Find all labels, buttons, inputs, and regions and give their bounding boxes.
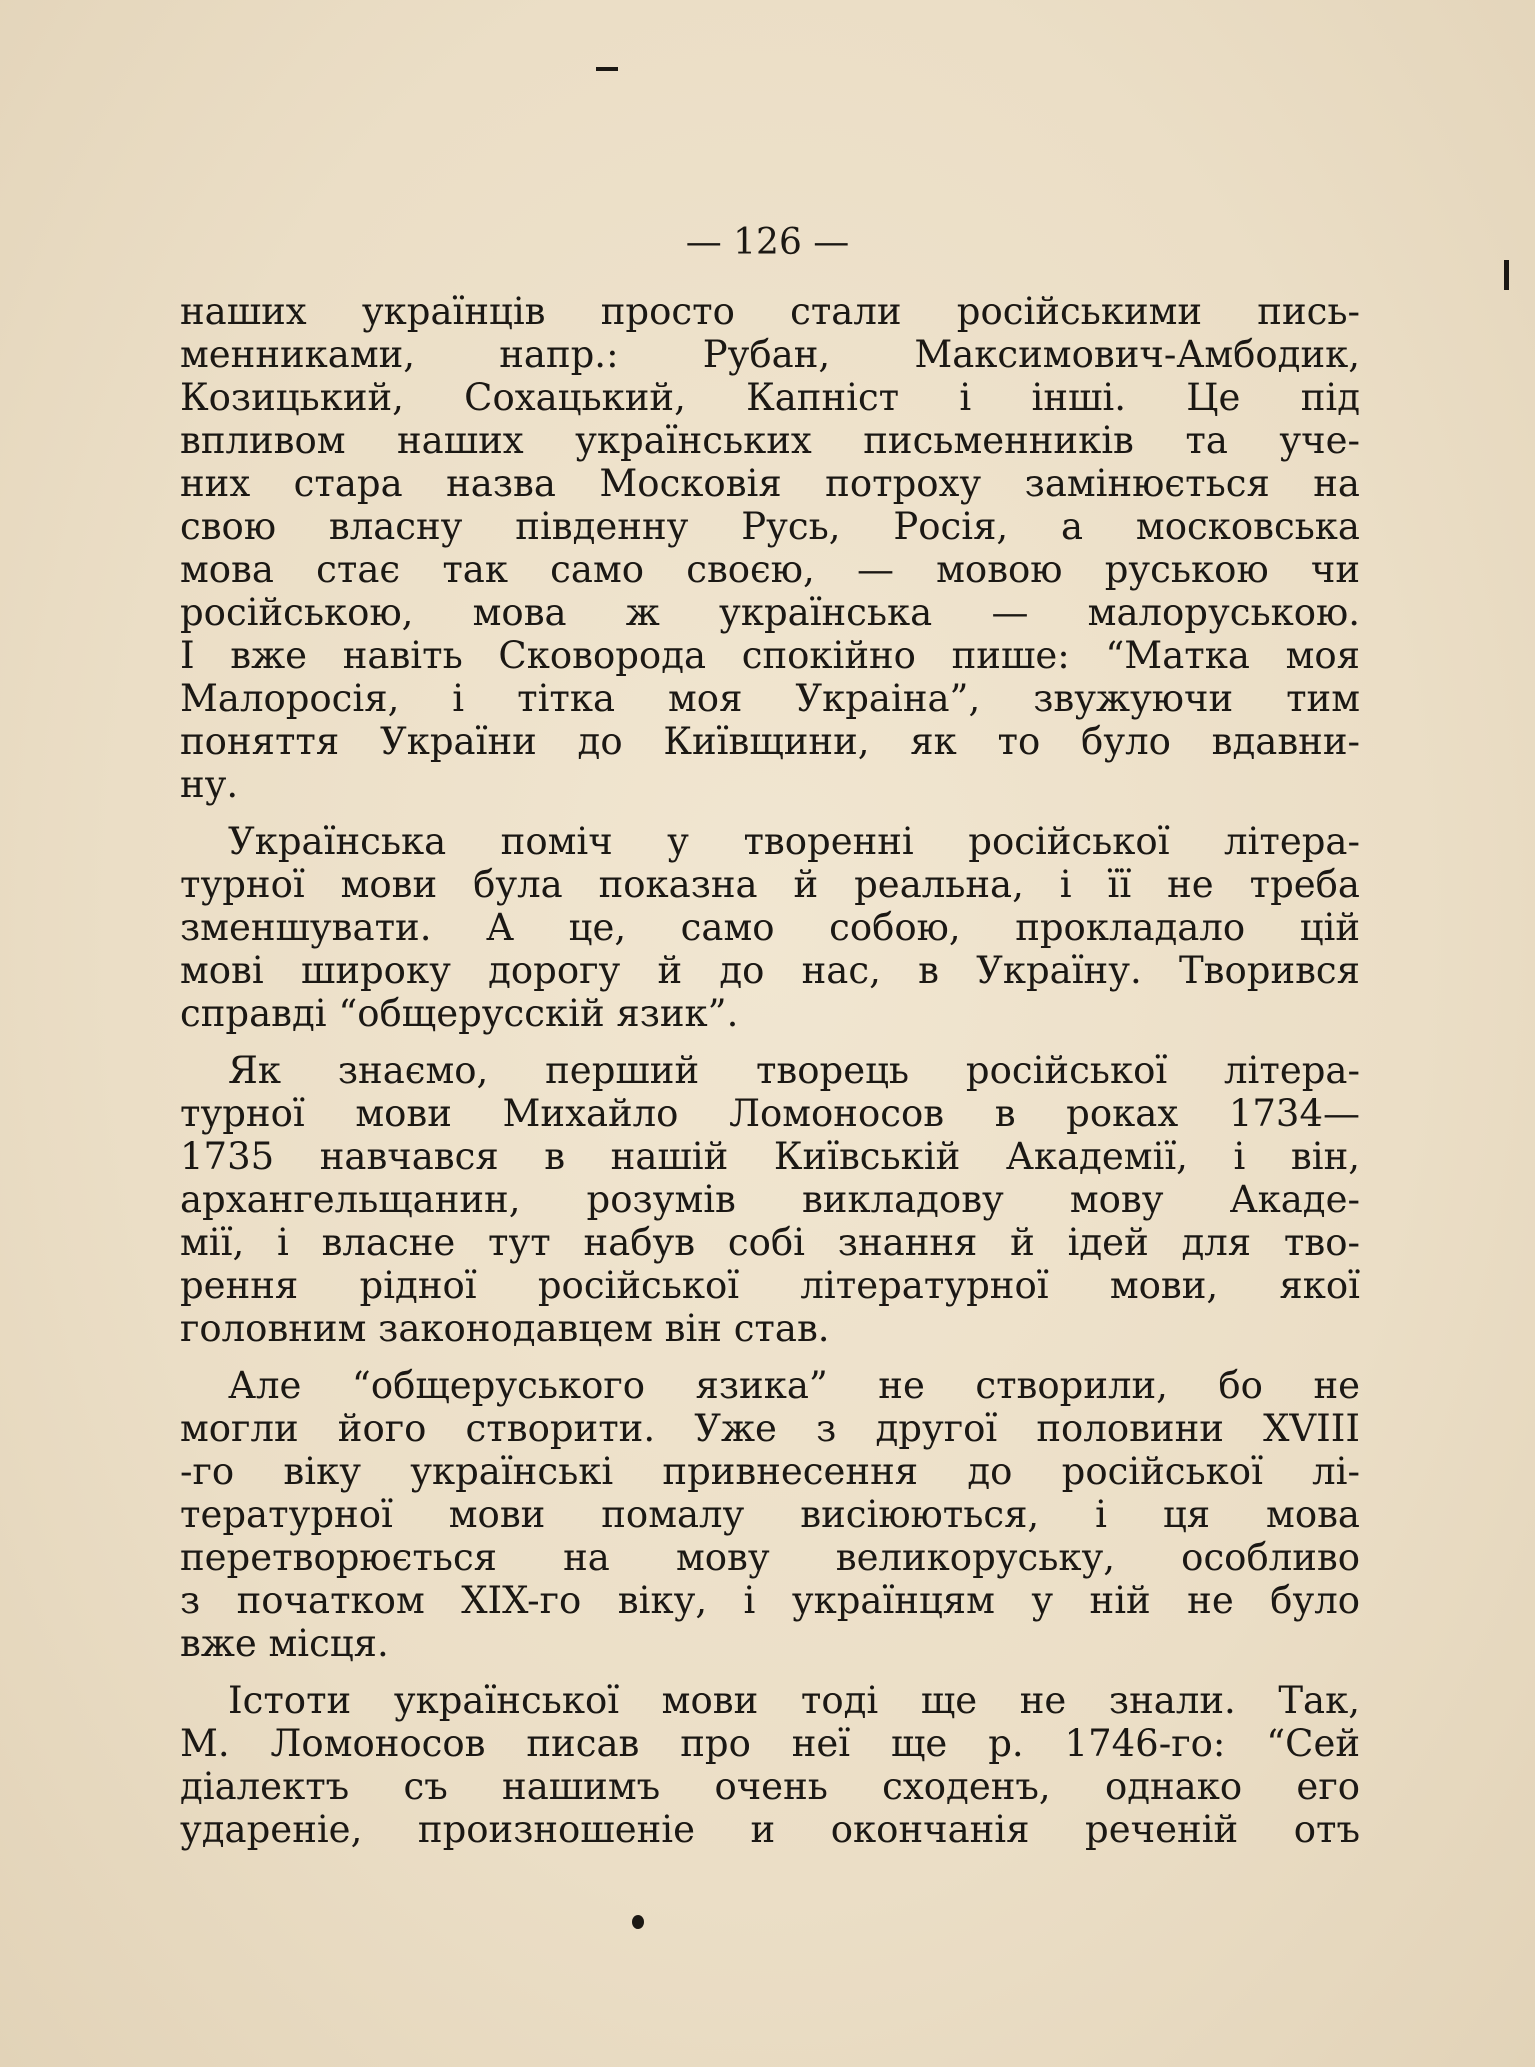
paragraph: [180, 1049, 1360, 1350]
text-line: рення рідної російської літературної мови, якої: [180, 1264, 1360, 1307]
text-line: турної мови Михайло Ломоносов в роках 1734—: [180, 1092, 1360, 1135]
ink-speck: [1504, 260, 1509, 290]
page-number: — 126 —: [685, 222, 850, 263]
text-line: архангельщанин, розумів викладову мову Акаде-: [180, 1178, 1360, 1221]
text-line: менниками, напр.: Рубан, Максимович-Амбодик,: [180, 333, 1360, 376]
text-line: удареніе, произношеніе и окончанія реченій отъ: [180, 1808, 1360, 1851]
text-line: 1735 навчався в нашій Київській Академії, і він,: [180, 1135, 1360, 1178]
text-line: М. Ломоносов писав про неї ще р. 1746-го: “Сей: [180, 1722, 1360, 1765]
text-line: мова стає так само своєю, — мовою руською чи: [180, 548, 1360, 591]
text-line: могли його створити. Уже з другої половини XVIII: [180, 1407, 1360, 1450]
text-line: зменшувати. А це, само собою, прокладало цій: [180, 906, 1360, 949]
text-line: поняття України до Київщини, як то було вдавни-: [180, 720, 1360, 763]
text-line: Істоти української мови тоді ще не знали. Так,: [228, 1679, 1360, 1722]
text-line: мії, і власне тут набув собі знання й ідей для тво-: [180, 1221, 1360, 1264]
paragraph: [180, 290, 1360, 806]
text-line: тературної мови помалу висіюються, і ця мова: [180, 1493, 1360, 1536]
text-line: впливом наших українських письменників та уче-: [180, 419, 1360, 462]
text-line: вже місця.: [180, 1622, 389, 1665]
text-line: російською, мова ж українська — малоруською.: [180, 591, 1360, 634]
text-line: головним законодавцем він став.: [180, 1307, 830, 1350]
text-line: свою власну південну Русь, Росія, а московська: [180, 505, 1360, 548]
text-line: наших українців просто стали російськими пись-: [180, 290, 1360, 333]
text-line: І вже навіть Сковорода спокійно пише: “Матка моя: [180, 634, 1360, 677]
text-line: ну.: [180, 763, 239, 806]
paragraph: [180, 1364, 1360, 1665]
text-line: діалектъ съ нашимъ очень сходенъ, однако его: [180, 1765, 1360, 1808]
text-line: -го віку українські привнесення до російської лі-: [180, 1450, 1360, 1493]
ink-speck: [596, 67, 618, 71]
text-line: мові широку дорогу й до нас, в Україну. Творився: [180, 949, 1360, 992]
text-line: Українська поміч у творенні російської літера-: [228, 820, 1360, 863]
paragraph: [180, 820, 1360, 1035]
text-line: справді “общерусскій язик”.: [180, 992, 739, 1035]
text-line: Козицький, Сохацький, Капніст і інші. Це під: [180, 376, 1360, 419]
text-line: Але “общеруського язика” не створили, бо не: [228, 1364, 1360, 1407]
text-line: з початком XIX-го віку, і українцям у ній не було: [180, 1579, 1360, 1622]
text-line: Малоросія, і тітка моя Украіна”, звужуючи тим: [180, 677, 1360, 720]
paragraph: [180, 1679, 1360, 1851]
text-line: них стара назва Московія потроху замінюється на: [180, 462, 1360, 505]
body-text: [180, 290, 1360, 1851]
text-line: турної мови була показна й реальна, і її не треба: [180, 863, 1360, 906]
ink-speck: [632, 1915, 644, 1929]
text-line: перетворюється на мову великоруську, особливо: [180, 1536, 1360, 1579]
text-line: Як знаємо, перший творець російської літера-: [228, 1049, 1360, 1092]
